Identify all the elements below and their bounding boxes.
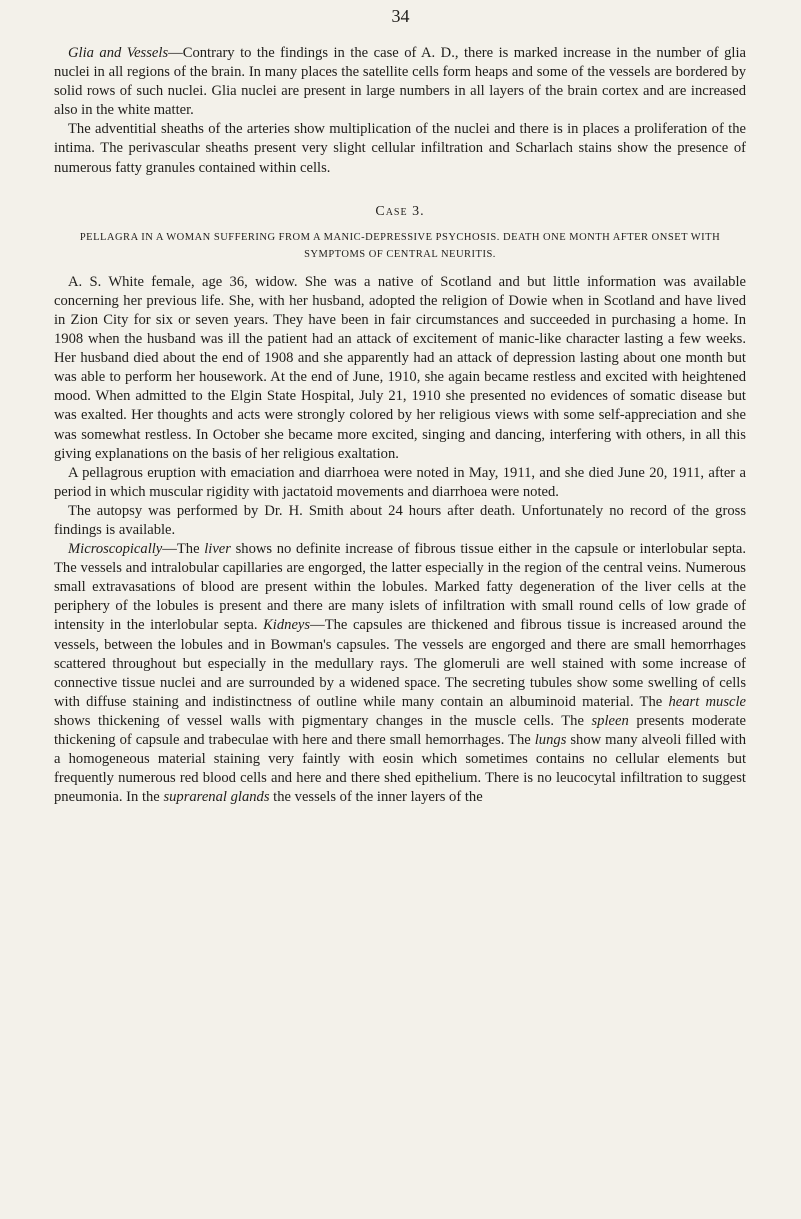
text-run: —The capsules are thickened and fibrous tissue is increased around the vessels, between the lobules and in Bowman's capsules. The vessels are engorged and there are small hemorrhages scattered throughout but especially in the medullary rays. The glomeruli are well stained with some increase of connective tissue nuclei and are surrounded by a widened space. The secreting tubules show some swelling of cells with diffuse staining and indistinctness of outline while many contain an albuminoid material. The bbox=[54, 617, 746, 710]
text-run: show many alveoli filled with a homogeneous material staining very faintly with eosin which sometimes contains no cellular elements but frequently numerous red blood cells and here and there shed epithelium. There is no leucocytal infiltration to suggest pneumonia. In the bbox=[54, 732, 746, 806]
text-run: —The bbox=[162, 541, 205, 558]
paragraph-autopsy: The autopsy was performed by Dr. H. Smith about 24 hours after death. Unfortunately no record of the gross findings is available. bbox=[54, 502, 746, 538]
organ-label-spleen: spleen bbox=[591, 712, 629, 729]
text-run: shows no definite increase of fibrous tissue either in the capsule or interlobular septa. The vessels and intralobular capillaries are engorged, the latter especially in the region of the central veins. Numerous small extravasations of blood are present within the lobules. Marked fatty degeneration of the liver cells at the periphery of the lobules is present and there are many islets of infiltration with small round cells of low grade of intensity in the interlobular septa. bbox=[54, 541, 747, 634]
section-label-microscopically: Microscopically bbox=[68, 541, 163, 558]
body-text bbox=[54, 44, 746, 807]
organ-label-lungs: lungs bbox=[534, 732, 567, 748]
paragraph-microscopic-findings bbox=[54, 540, 746, 807]
paragraph-heading: Glia and Vessels bbox=[68, 45, 169, 61]
case-subtitle: PELLAGRA IN A WOMAN SUFFERING FROM A MANIC-DEPRESSIVE PSYCHOSIS. DEATH ONE MONTH AFTER ONSET WITH SYMPTOMS OF CENTRAL NEURITIS. bbox=[79, 231, 721, 260]
text-run: the vessels of the inner layers of the bbox=[269, 789, 483, 806]
text-run: shows thickening of vessel walls with pigmentary changes in the muscle cells. The bbox=[54, 712, 592, 729]
paragraph-case-history: A. S. White female, age 36, widow. She was a native of Scotland and but little information was available concerning her previous life. She, with her husband, adopted the religion of Dowie when in Scotland and have lived in Zion City for six or seven years. They have been in fair circumstances and succeeded in purchasing a home. In 1908 when the husband was ill the patient had an attack of excitement of manic-like character lasting a few weeks. Her husband died about the end of 1908 and she apparently had an attack of depression lasting about one month but was able to perform her housework. At the end of June, 1910, she again became restless and excited with heightened mood. When admitted to the Elgin State Hospital, July 21, 1910 she presented no evidences of somatic disease but was exalted. Her thoughts and acts were strongly colored by her religious views with some self-appreciation and she was somewhat restless. In October she became more excited, singing and dancing, interfering with others, in all this giving explanations on the basis of her religious exaltation. bbox=[54, 273, 746, 462]
case-heading: Case 3. bbox=[375, 203, 425, 219]
organ-label-liver: liver bbox=[204, 541, 231, 558]
organ-label-kidneys: Kidneys bbox=[263, 617, 311, 634]
page-number: 34 bbox=[391, 6, 410, 26]
paragraph-adventitial-sheaths: The adventitial sheaths of the arteries show multiplication of the nuclei and there is in places a proliferation of the intima. The perivascular sheaths present very slight cellular infiltration and Scharlach stains show the presence of numerous fatty granules contained within cells. bbox=[54, 121, 746, 176]
paragraph-pellagrous-eruption: A pellagrous eruption with emaciation and diarrhoea were noted in May, 1911, and she died June 20, 1911, after a period in which muscular rigidity with jactatoid movements and diarrhoea were noted. bbox=[54, 464, 746, 500]
paragraph-text: —Contrary to the findings in the case of A. D., there is marked increase in the number of glia nuclei in all regions of the brain. In many places the satellite cells form heaps and some of the vessels are bordered by solid rows of such nuclei. Glia nuclei are present in large numbers in all layers of the brain cortex and are increased also in the white matter. bbox=[54, 45, 746, 119]
text-run: presents moderate thickening of capsule and trabeculae with here and there small hemorrhages. The bbox=[54, 712, 746, 748]
paragraph-glia-and-vessels bbox=[54, 44, 746, 120]
organ-label-heart-muscle: heart muscle bbox=[668, 693, 747, 710]
organ-label-suprarenal-glands: suprarenal glands bbox=[163, 789, 270, 806]
